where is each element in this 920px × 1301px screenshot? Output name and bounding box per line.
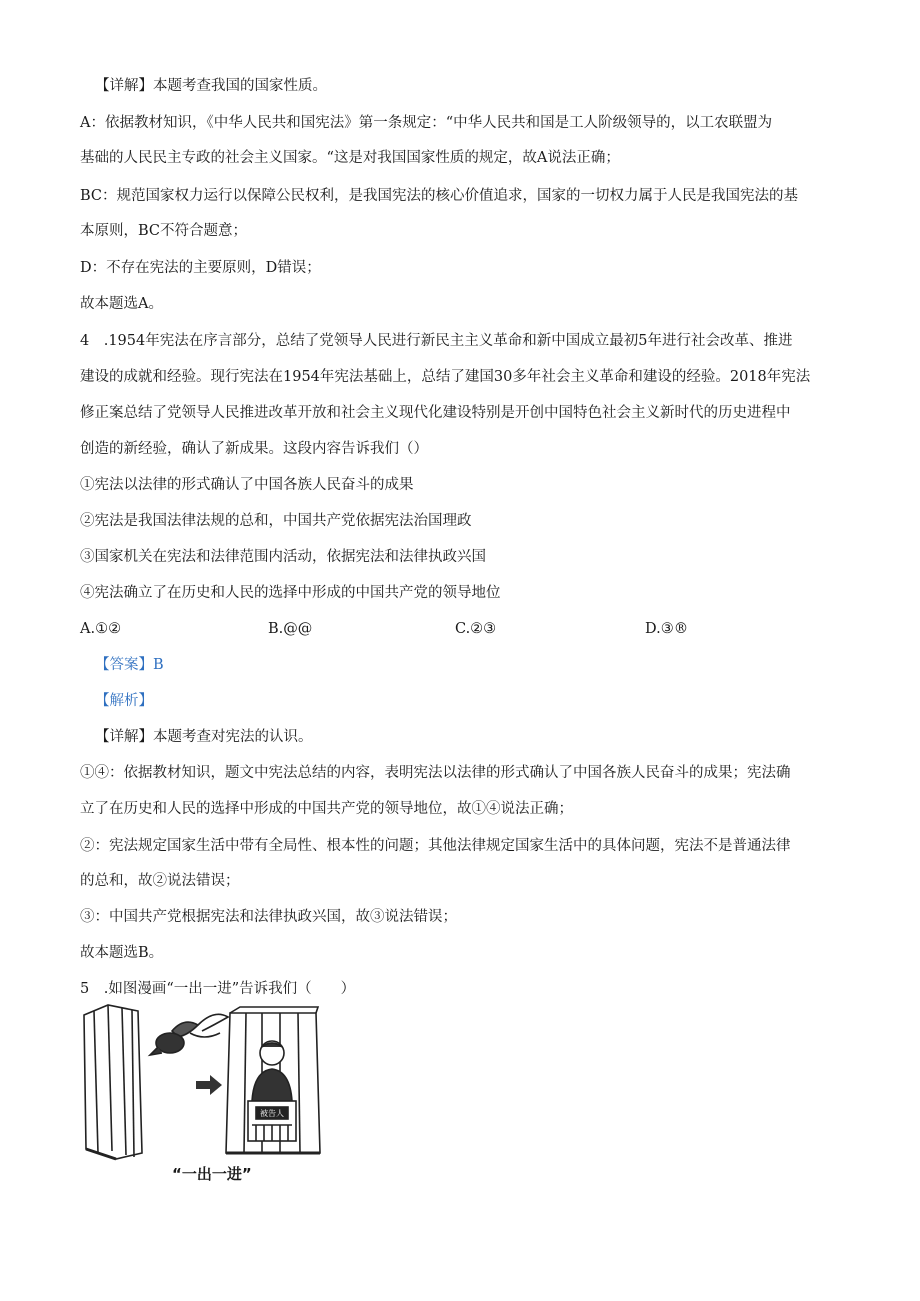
dock-sign: 被告人 (260, 1109, 284, 1118)
explanation-a-line2: 基础的人民民主专政的社会主义国家。“这是对我国国家性质的规定，故A说法正确； (80, 150, 620, 166)
question-4-line2: 建设的成就和经验。现行宪法在1954年宪法基础上，总结了建国30多年社会主义革命和建设的经验。2018年宪法 (80, 369, 811, 385)
figure-caption: “一出一进” (172, 1165, 252, 1183)
question-4-item3: ③国家机关在宪法和法律范围内活动，依据宪法和法律执政兴国 (80, 549, 486, 565)
question-5-line1: 5 .如图漫画“一出一进”告诉我们（ ） (80, 981, 356, 997)
explanation-2-line2: 的总和，故②说法错误； (80, 873, 240, 889)
question-4-line1: 4 .1954年宪法在序言部分，总结了党领导人民进行新民主主义革命和新中国成立最初5年进行社会改革、推进 (80, 333, 793, 349)
explanation-bc-line2: 本原则，BC不符合题意； (80, 223, 248, 239)
analysis-label: 【解析】 (95, 693, 153, 709)
explanation-a-line1: A：依据教材知识，《中华人民共和国宪法》第一条规定：“中华人民共和国是工人阶级领导的，以工农联盟为 (80, 115, 773, 131)
option-b: B.@@ (268, 621, 313, 637)
option-c: C.②③ (455, 621, 497, 637)
question-4-line4: 创造的新经验，确认了新成果。这段内容告诉我们（） (80, 441, 428, 457)
question-4-item4: ④宪法确立了在历史和人民的选择中形成的中国共产党的领导地位 (80, 585, 501, 601)
cartoon-illustration (80, 1003, 325, 1163)
explanation-2-line1: ②：宪法规定国家生活中带有全局性、根本性的问题；其他法律规定国家生活中的具体问题，宪法不是普通法律 (80, 838, 791, 854)
conclusion-q4: 故本题选B。 (80, 945, 164, 961)
explanation-3-line: ③：中国共产党根据宪法和法律执政兴国，故③说法错误； (80, 909, 457, 925)
explanation-bc-line1: BC：规范国家权力运行以保障公民权利，是我国宪法的核心价值追求，国家的一切权力属于人民是我国宪法的基 (80, 188, 799, 204)
question-4-item2: ②宪法是我国法律法规的总和，中国共产党依据宪法治国理政 (80, 513, 472, 529)
explanation-14-line2: 立了在历史和人民的选择中形成的中国共产党的领导地位，故①④说法正确； (80, 801, 573, 817)
question-4-item1: ①宪法以法律的形式确认了中国各族人民奋斗的成果 (80, 477, 414, 493)
option-a: A.①② (80, 621, 122, 637)
question-4-line3: 修正案总结了党领导人民推进改革开放和社会主义现代化建设特别是开创中国特色社会主义新时代的历史进程中 (80, 405, 791, 421)
explanation-14-line1: ①④：依据教材知识，题文中宪法总结的内容，表明宪法以法律的形式确认了中国各族人民奋斗的成果；宪法确 (80, 765, 791, 781)
option-d: D.③® (645, 621, 689, 637)
conclusion-q3: 故本题选A。 (80, 296, 163, 312)
detail-title-q4: 【详解】本题考查对宪法的认识。 (95, 729, 313, 745)
detail-title-q3: 【详解】本题考查我国的国家性质。 (95, 78, 327, 94)
explanation-d-line: D：不存在宪法的主要原则，D错误； (80, 260, 321, 276)
answer-label: 【答案】B (95, 657, 164, 673)
